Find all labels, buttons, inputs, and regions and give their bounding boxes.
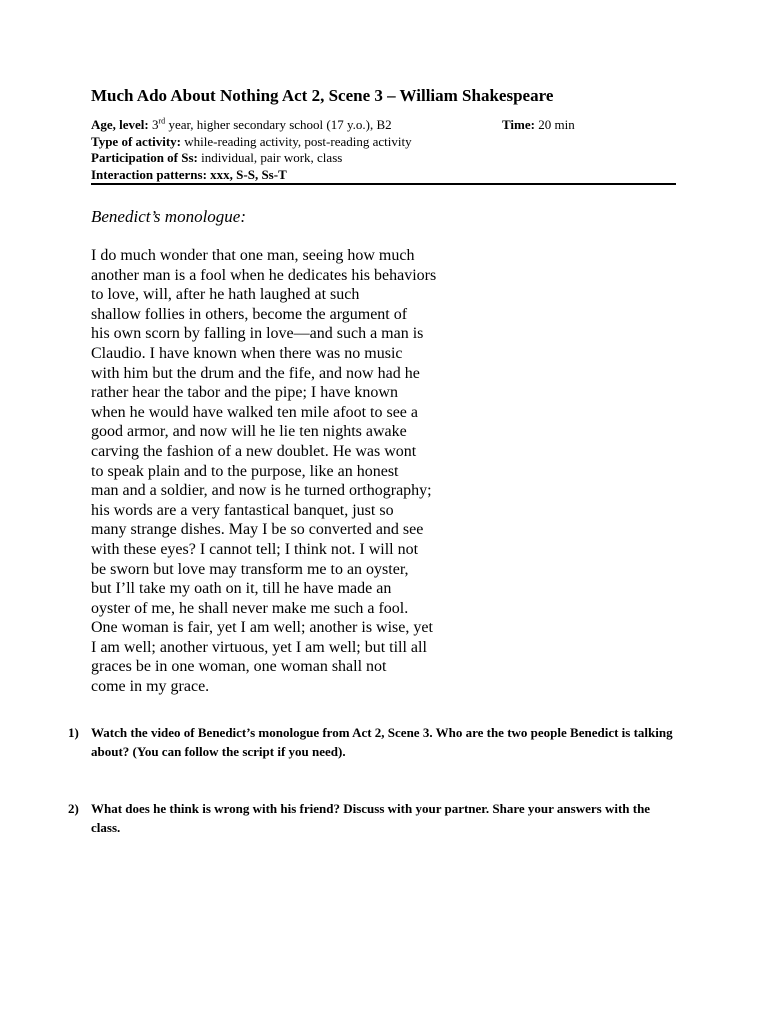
question-text: Watch the video of Benedict’s monologue from Act 2, Scene 3. Who are the two people Benedict is talking about? (You can follow the script if you need).: [91, 725, 673, 759]
monologue-line: One woman is fair, yet I am well; another is wise, yet: [91, 619, 433, 637]
question-2: [68, 799, 678, 837]
monologue-line: his own scorn by falling in love—and such a man is: [91, 325, 424, 343]
document-title: Much Ado About Nothing Act 2, Scene 3 – William Shakespeare: [91, 86, 554, 105]
age-level-ordinal: rd: [158, 116, 166, 126]
age-level-value: year, higher secondary school (17 y.o.), B2: [165, 117, 392, 132]
activity-type-row: [91, 134, 676, 151]
monologue-line: to speak plain and to the purpose, like an honest: [91, 462, 399, 480]
question-number: 1): [68, 725, 79, 740]
participation-label: Participation of Ss:: [91, 150, 198, 165]
monologue-line: man and a soldier, and now is he turned orthography;: [91, 482, 432, 500]
question-number: 2): [68, 801, 79, 816]
monologue-line: rather hear the tabor and the pipe; I have known: [91, 384, 398, 402]
participation-value: individual, pair work, class: [197, 150, 343, 165]
monologue-line: when he would have walked ten mile afoot to see a: [91, 403, 418, 421]
time-label: Time:: [502, 117, 535, 132]
age-level-label: Age, level:: [91, 117, 149, 132]
monologue-line: with him but the drum and the fife, and now had he: [91, 364, 420, 382]
time-info: [502, 117, 575, 134]
age-level-number: 3: [152, 117, 159, 132]
monologue-line: another man is a fool when he dedicates his behaviors: [91, 266, 437, 284]
question-text: What does he think is wrong with his friend? Discuss with your partner. Share your answers with the class.: [91, 801, 651, 835]
activity-type-label: Type of activity:: [91, 133, 182, 149]
lesson-info: [91, 117, 676, 183]
activity-type-value: while-reading activity, post-reading activity: [181, 133, 412, 149]
monologue-line: I do much wonder that one man, seeing how much: [91, 247, 415, 264]
monologue-line: carving the fashion of a new doublet. He was wont: [91, 442, 417, 460]
monologue-line: but I’ll take my oath on it, till he have made an: [91, 580, 392, 598]
monologue-line: good armor, and now will he lie ten nights awake: [91, 423, 407, 441]
monologue-line: oyster of me, he shall never make me such a fool.: [91, 599, 409, 617]
interaction-label: Interaction patterns:: [91, 166, 207, 182]
monologue-line: graces be in one woman, one woman shall not: [91, 658, 387, 676]
monologue-line: come in my grace.: [91, 678, 210, 696]
monologue-line: shallow follies in others, become the argument of: [91, 305, 408, 323]
monologue-line: Claudio. I have known when there was no music: [91, 344, 403, 362]
monologue-line: many strange dishes. May I be so converted and see: [91, 521, 424, 539]
interaction-value: xxx, S-S, Ss-T: [206, 166, 287, 182]
participation-row: [91, 150, 676, 167]
age-level-row: [91, 117, 676, 134]
interaction-row: [91, 167, 676, 184]
monologue-line: with these eyes? I cannot tell; I think not. I will not: [91, 540, 419, 558]
monologue-line: his words are a very fantastical banquet, just so: [91, 501, 394, 519]
monologue-line: be sworn but love may transform me to an oyster,: [91, 560, 409, 578]
header-divider: [91, 183, 676, 185]
monologue-line: to love, will, after he hath laughed at such: [91, 286, 360, 304]
monologue-text: [91, 246, 436, 697]
monologue-line: I am well; another virtuous, yet I am well; but till all: [91, 638, 427, 656]
question-1: [68, 723, 678, 761]
time-value: 20 min: [534, 117, 575, 132]
monologue-title: Benedict’s monologue:: [91, 207, 247, 226]
